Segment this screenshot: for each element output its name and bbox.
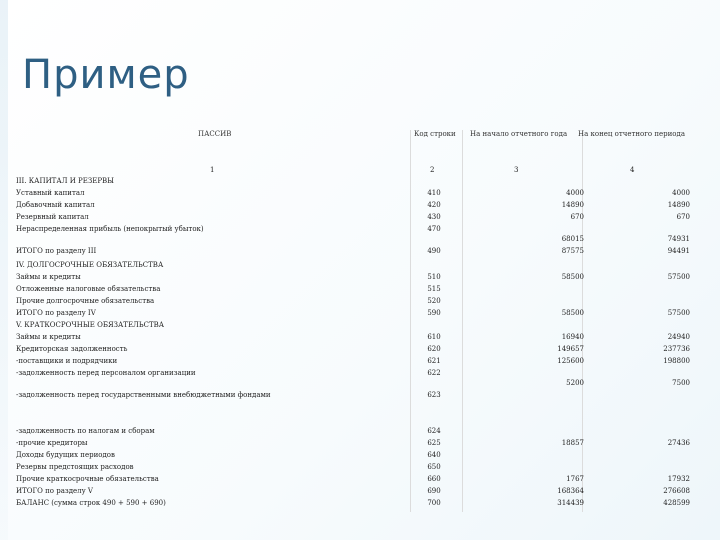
row-begin-value: 314439 [557, 499, 584, 507]
row-code: 520 [427, 297, 441, 305]
row-name: Уставный капитал [16, 189, 85, 197]
row-name: IV. ДОЛГОСРОЧНЫЕ ОБЯЗАТЕЛЬСТВА [16, 261, 164, 269]
table-row [14, 234, 690, 244]
row-begin-value: 14890 [561, 201, 584, 209]
row-name: ИТОГО по разделу III [16, 247, 97, 255]
row-name: -задолженность по налогам и сборам [16, 427, 155, 435]
row-begin-value: 149657 [557, 345, 584, 353]
table-row [14, 462, 690, 472]
table-row [14, 426, 690, 436]
row-end-value: 17932 [667, 475, 690, 483]
row-end-value: 24940 [667, 333, 690, 341]
row-code: 623 [427, 391, 441, 399]
row-code: 660 [427, 475, 441, 483]
row-code: 470 [427, 225, 441, 233]
row-code: 620 [427, 345, 441, 353]
row-name: -поставщики и подрядчики [16, 357, 118, 365]
row-name: ИТОГО по разделу IV [16, 309, 96, 317]
row-code: 510 [427, 273, 441, 281]
row-name: -задолженность перед персоналом организации [16, 369, 196, 377]
table-row [14, 308, 690, 318]
row-name: БАЛАНС (сумма строк 490 + 590 + 690) [16, 499, 166, 507]
row-begin-value: 58500 [561, 273, 584, 281]
table-row [14, 390, 690, 400]
table-row [14, 320, 690, 330]
row-name: -прочие кредиторы [16, 439, 88, 447]
table-row [14, 498, 690, 508]
balance-table [14, 126, 690, 512]
column-number: 1 [210, 166, 215, 174]
row-end-value: 198800 [663, 357, 690, 365]
row-code: 410 [427, 189, 441, 197]
table-row [14, 200, 690, 210]
table-row [14, 176, 690, 186]
row-name: Добавочный капитал [16, 201, 95, 209]
row-name: Доходы будущих периодов [16, 451, 115, 459]
row-begin-value: 18857 [561, 439, 584, 447]
row-end-value: 276608 [663, 487, 690, 495]
slide-decoration [0, 0, 8, 540]
row-code: 624 [427, 427, 441, 435]
row-code: 515 [427, 285, 441, 293]
row-end-value: 670 [676, 213, 690, 221]
row-begin-value: 168364 [557, 487, 584, 495]
table-row [14, 378, 690, 388]
header-beginning-of-year: На начало отчетного года [470, 130, 568, 138]
table-row [14, 356, 690, 366]
row-end-value: 428599 [663, 499, 690, 507]
row-name: Резервы предстоящих расходов [16, 463, 134, 471]
row-name: Займы и кредиты [16, 333, 81, 341]
row-begin-value: 670 [570, 213, 584, 221]
row-code: 610 [427, 333, 441, 341]
column-number: 4 [630, 166, 635, 174]
row-end-value: 14890 [667, 201, 690, 209]
table-row [14, 486, 690, 496]
table-row [14, 246, 690, 256]
row-code: 420 [427, 201, 441, 209]
table-row [14, 224, 690, 234]
table-row [14, 332, 690, 342]
table-row [14, 188, 690, 198]
row-code: 640 [427, 451, 441, 459]
column-number: 2 [430, 166, 435, 174]
row-end-value: 4000 [672, 189, 690, 197]
header-end-of-period: На конец отчетного периода [578, 130, 685, 138]
row-end-value: 74931 [667, 235, 690, 243]
slide-title: Пример [22, 52, 190, 98]
table-row [14, 212, 690, 222]
row-begin-value: 68015 [561, 235, 584, 243]
header-line-code: Код строки [414, 130, 456, 138]
row-end-value: 57500 [667, 273, 690, 281]
row-end-value: 94491 [667, 247, 690, 255]
row-name: Отложенные налоговые обязательства [16, 285, 161, 293]
row-name: Прочие долгосрочные обязательства [16, 297, 155, 305]
row-code: 650 [427, 463, 441, 471]
row-code: 625 [427, 439, 441, 447]
row-code: 490 [427, 247, 441, 255]
table-row [14, 272, 690, 282]
row-begin-value: 5200 [566, 379, 584, 387]
row-end-value: 7500 [672, 379, 690, 387]
row-name: Прочие краткосрочные обязательства [16, 475, 159, 483]
table-row [14, 368, 690, 378]
header-liabilities: ПАССИВ [198, 130, 232, 138]
row-begin-value: 1767 [566, 475, 584, 483]
row-name: V. КРАТКОСРОЧНЫЕ ОБЯЗАТЕЛЬСТВА [16, 321, 165, 329]
table-row [14, 474, 690, 484]
row-name: ИТОГО по разделу V [16, 487, 93, 495]
row-code: 622 [427, 369, 441, 377]
row-begin-value: 4000 [566, 189, 584, 197]
table-row [14, 344, 690, 354]
row-end-value: 27436 [667, 439, 690, 447]
row-code: 690 [427, 487, 441, 495]
row-name: Кредиторская задолженность [16, 345, 128, 353]
row-name: III. КАПИТАЛ И РЕЗЕРВЫ [16, 177, 115, 185]
table-row [14, 296, 690, 306]
table-row [14, 438, 690, 448]
row-end-value: 237736 [663, 345, 690, 353]
row-name: -задолженность перед государственными внебюджетными фондами [16, 391, 271, 399]
table-row [14, 284, 690, 294]
row-name: Резервный капитал [16, 213, 89, 221]
table-row [14, 260, 690, 270]
row-begin-value: 58500 [561, 309, 584, 317]
row-begin-value: 125600 [557, 357, 584, 365]
row-code: 700 [427, 499, 441, 507]
row-begin-value: 87575 [561, 247, 584, 255]
row-code: 590 [427, 309, 441, 317]
column-number: 3 [514, 166, 519, 174]
row-begin-value: 16940 [561, 333, 584, 341]
row-code: 430 [427, 213, 441, 221]
row-code: 621 [427, 357, 441, 365]
table-row [14, 450, 690, 460]
row-end-value: 57500 [667, 309, 690, 317]
row-name: Нераспределенная прибыль (непокрытый убыток) [16, 225, 204, 233]
row-name: Займы и кредиты [16, 273, 81, 281]
